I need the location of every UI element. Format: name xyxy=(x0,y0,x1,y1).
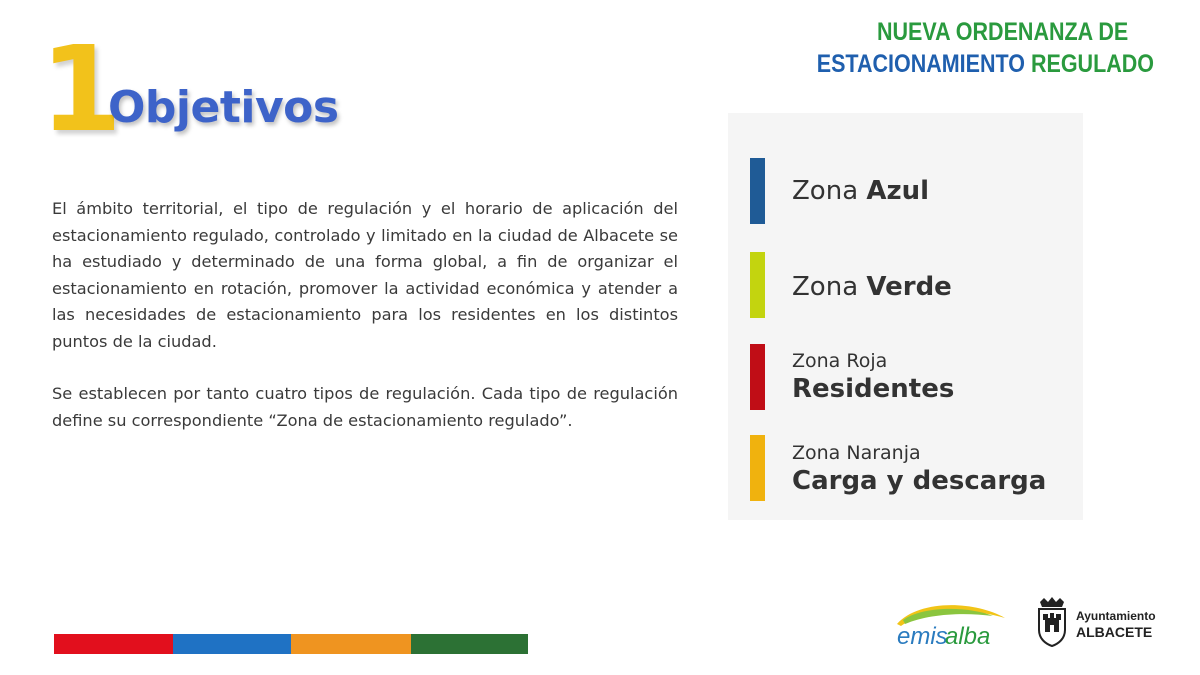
zone-roja-color-bar xyxy=(750,344,765,410)
body-text xyxy=(52,196,678,460)
document-title-line2-part2: REGULADO xyxy=(1030,50,1154,78)
stripe-segment-blue xyxy=(173,634,291,654)
ayuntamiento-line2: ALBACETE xyxy=(1076,624,1153,640)
stripe-segment-red xyxy=(54,634,173,654)
stripe-segment-orange xyxy=(291,634,411,654)
emisalba-text-part1: emis xyxy=(897,623,948,650)
zone-verde-color-bar xyxy=(750,252,765,318)
section-number: 1 xyxy=(40,20,119,158)
ayuntamiento-line1: Ayuntamiento xyxy=(1076,609,1156,623)
document-title-line2-part1: ESTACIONAMIENTO xyxy=(816,50,1025,78)
emisalba-logo-graphic xyxy=(893,598,1011,650)
zone-roja-name: Residentes xyxy=(792,374,955,404)
emisalba-logo xyxy=(893,598,1011,650)
zone-verde-label: Zona Verde xyxy=(792,272,952,302)
zones-panel xyxy=(728,113,1083,520)
paragraph-1: El ámbito territorial, el tipo de regulación y el horario de aplicación del estacionamiento regulado, controlado y limitado en la ciudad de Albacete se ha estudiado y determinado de una forma global, a fin de organizar el estacionamiento en rotación, promover la actividad económica y atender a las necesidades de estacionamiento para los residentes en los distintos puntos de la ciudad. xyxy=(52,199,678,351)
emisalba-text-part2: alba xyxy=(945,623,991,650)
section-title: Objetivos xyxy=(108,82,339,133)
zone-naranja-label xyxy=(792,441,1046,497)
zone-naranja-color-bar xyxy=(750,435,765,501)
paragraph-2: Se establecen por tanto cuatro tipos de regulación. Cada tipo de regulación define su correspondiente “Zona de estacionamiento regulado”. xyxy=(52,384,678,430)
coat-of-arms-icon xyxy=(1034,596,1070,648)
stripe-segment-green xyxy=(411,634,528,654)
zone-roja-label xyxy=(792,349,954,405)
ayuntamiento-text xyxy=(1076,608,1156,640)
zone-naranja-prefix: Zona Naranja xyxy=(792,442,921,464)
document-title xyxy=(793,16,1154,80)
document-title-line1: NUEVA ORDENANZA DE xyxy=(876,18,1129,46)
ayuntamiento-logo xyxy=(1034,596,1164,648)
zone-azul-color-bar xyxy=(750,158,765,224)
zone-roja-prefix: Zona Roja xyxy=(792,350,888,372)
zone-azul-label: Zona Azul xyxy=(792,176,930,206)
zone-naranja-name: Carga y descarga xyxy=(792,466,1047,496)
